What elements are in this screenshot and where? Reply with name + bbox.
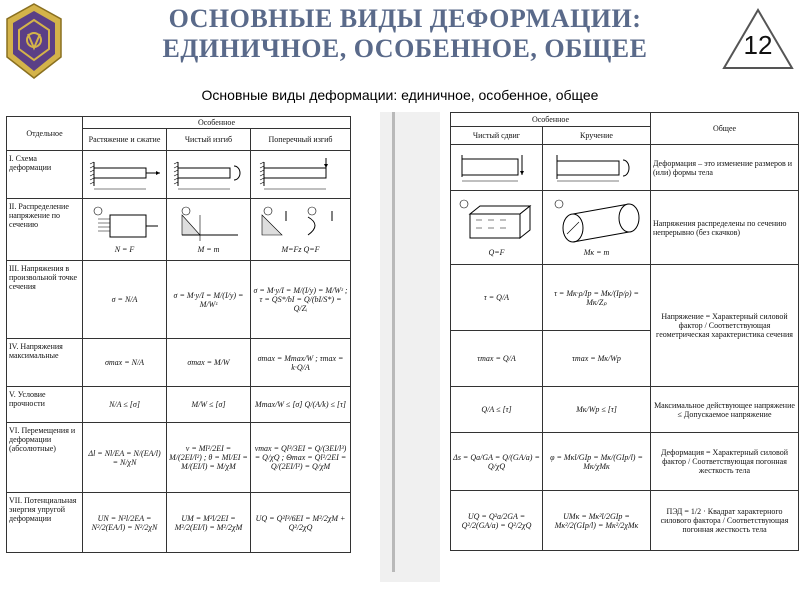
formula-cell: N/A ≤ [σ] — [83, 387, 167, 423]
table-row — [451, 265, 799, 331]
formula-cell: σ = N/A — [83, 261, 167, 339]
formula-cell: ν = Ml²/2EI = M/(2EI/l²) ; θ = Ml/EI = M/(EI/l) = M/χM — [167, 423, 251, 493]
slide-number-badge — [722, 8, 794, 70]
row-label: I. Схема деформации — [7, 151, 83, 199]
header-individual: Отдельное — [7, 117, 83, 151]
table-row — [7, 199, 351, 261]
beam-pure-bending-diagram — [170, 156, 248, 194]
shear-box-diagram — [456, 198, 538, 248]
general-text: Деформация = Характерный силовой фактор / Соответствующая погонная жесткость тела — [651, 433, 799, 491]
header-tension: Растяжение и сжатие — [83, 129, 167, 151]
formula-cell: UM = M²l/2EI = M²/2(EI/l) = M²/2χM — [167, 493, 251, 553]
stress-transverse-diagram — [256, 205, 346, 245]
row-label: VII. Потенциальная энергия упругой деформации — [7, 493, 83, 553]
scheme-transverse-bending — [251, 151, 351, 199]
left-table — [6, 116, 351, 553]
general-text: Максимальное действующее напряжение ≤ Допускаемое напряжение — [651, 387, 799, 433]
torsion-shaft-diagram — [549, 151, 645, 185]
cell-value: Q=F — [488, 248, 505, 257]
formula-cell: σmax = N/A — [83, 339, 167, 387]
shear-stress-diagram-cell — [451, 191, 543, 265]
formula-cell: τmax = Mк/Wp — [543, 331, 651, 387]
formula-cell: Δl = Nl/EA = N/(EA/l) = N/χN — [83, 423, 167, 493]
formula-cell: UN = N²l/2EA = N²/2(EA/l) = N²/2χN — [83, 493, 167, 553]
cell-value: M = m — [197, 245, 220, 254]
formula-cell: Δs = Qa/GA = Q/(GA/a) = Q/χQ — [451, 433, 543, 491]
header-torsion: Кручение — [543, 127, 651, 145]
stress-distribution-transverse — [251, 199, 351, 261]
row-label: III. Напряжения в произвольной точке сечения — [7, 261, 83, 339]
shear-block-diagram — [456, 151, 538, 185]
table-row — [451, 433, 799, 491]
scheme-shear — [451, 145, 543, 191]
table-row — [7, 151, 351, 199]
table-row — [451, 491, 799, 551]
general-text: Деформация – это изменение размеров и (или) формы тела — [651, 145, 799, 191]
formula-cell: Mк/Wp ≤ [τ] — [543, 387, 651, 433]
general-text: ПЭД = 1/2 · Квадрат характерного силового фактора / Соответствующая погонная жесткость тела — [651, 491, 799, 551]
slide-number: 12 — [743, 30, 773, 60]
scheme-torsion — [543, 145, 651, 191]
header-transverse-bending: Поперечный изгиб — [251, 129, 351, 151]
torsion-cylinder-diagram — [549, 198, 645, 248]
title-line-1: ОСНОВНЫЕ ВИДЫ ДЕФОРМАЦИИ: — [168, 4, 642, 33]
formula-cell: M/W ≤ [σ] — [167, 387, 251, 423]
row-label: V. Условие прочности — [7, 387, 83, 423]
row-label: VI. Перемещения и деформации (абсолютные) — [7, 423, 83, 493]
table-row — [7, 339, 351, 387]
right-table-panel — [440, 108, 798, 578]
university-emblem-icon — [4, 2, 64, 80]
formula-cell: σ = M·y/I = M/(I/y) = M/Wᶻ ; τ = QS*/bI = Q/(bI/S*) = Q/Zᵢ — [251, 261, 351, 339]
formula-cell: Q/A ≤ [τ] — [451, 387, 543, 433]
header-special-group: Особенное — [83, 117, 351, 129]
right-table — [450, 112, 799, 551]
scheme-pure-bending — [167, 151, 251, 199]
beam-tension-diagram — [86, 156, 164, 194]
header-pure-bending: Чистый изгиб — [167, 129, 251, 151]
scheme-tension — [83, 151, 167, 199]
stress-triangle-diagram — [172, 205, 246, 245]
table-row — [7, 387, 351, 423]
panel-gutter — [380, 112, 440, 582]
formula-cell: τ = Mк·ρ/Ip = Mк/(Ip/ρ) = Mк/Zₚ — [543, 265, 651, 331]
cell-value: Mк = m — [583, 248, 610, 257]
table-row — [7, 423, 351, 493]
cell-value: M=Fz Q=F — [281, 245, 320, 254]
general-text: Напряжение = Характерный силовой фактор / Соответствующая геометрическая характеристика сечения — [651, 265, 799, 387]
formula-cell: UMк = Mк²l/2GIp = Mк²/2(GIp/l) = Mк²/2χMк — [543, 491, 651, 551]
subtitle: Основные виды деформации: единичное, особенное, общее — [201, 87, 599, 103]
row-label: II. Распределение напряжение по сечению — [7, 199, 83, 261]
formula-cell: Mmax/W ≤ [σ] Q/(A/k) ≤ [τ] — [251, 387, 351, 423]
formula-cell: φ = Mкl/GIp = Mк/(GIp/l) = Mк/χMк — [543, 433, 651, 491]
stress-distribution-tension — [83, 199, 167, 261]
formula-cell: UQ = Q²a/2GA = Q²/2(GA/a) = Q²/2χQ — [451, 491, 543, 551]
table-row — [451, 191, 799, 265]
stress-distribution-bending — [167, 199, 251, 261]
formula-cell: σ = M·y/I = M/(I/y) = M/Wᶻ — [167, 261, 251, 339]
table-row — [7, 493, 351, 553]
table-row — [451, 387, 799, 433]
formula-cell: τmax = Q/A — [451, 331, 543, 387]
header-general: Общее — [651, 113, 799, 145]
formula-cell: σmax = M/W — [167, 339, 251, 387]
formula-cell: τ = Q/A — [451, 265, 543, 331]
table-row — [7, 261, 351, 339]
slide-title — [105, 4, 705, 64]
formula-cell: σmax = Mmax/W ; τmax = k·Q/A — [251, 339, 351, 387]
torsion-stress-diagram-cell — [543, 191, 651, 265]
left-table-panel — [2, 112, 380, 578]
header-pure-shear: Чистый сдвиг — [451, 127, 543, 145]
general-text: Напряжения распределены по сечению непрерывно (без скачков) — [651, 191, 799, 265]
header-special-group: Особенное — [451, 113, 651, 127]
stress-block-diagram — [90, 205, 160, 245]
cell-value: N = F — [114, 245, 135, 254]
formula-cell: νmax = Ql³/3EI = Q/(3EI/l³) = Q/χQ ; Θmax = Ql²/2EI = Q/(2EI/l²) = Q/χM — [251, 423, 351, 493]
beam-transverse-bending-diagram — [256, 156, 346, 194]
row-label: IV. Напряжения максимальные — [7, 339, 83, 387]
table-row — [451, 145, 799, 191]
title-line-2: ЕДИНИЧНОЕ, ОСОБЕННОЕ, ОБЩЕЕ — [162, 34, 648, 63]
formula-cell: UQ = Q²l³/6EI = M²/2χM + Q²/2χQ — [251, 493, 351, 553]
